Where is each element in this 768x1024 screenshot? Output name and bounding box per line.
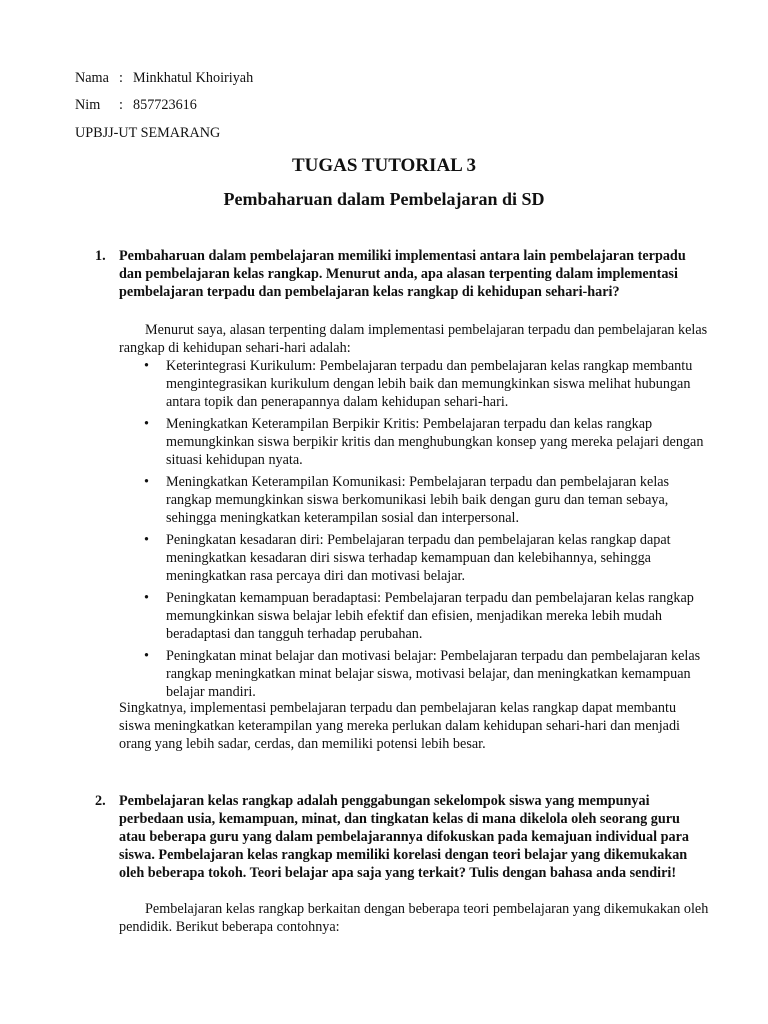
- answer-1-bullet-list: [140, 357, 710, 705]
- page-title: TUGAS TUTORIAL 3: [291, 155, 477, 176]
- bullet-icon: •: [144, 416, 149, 432]
- question-2-number: 2.: [95, 793, 106, 809]
- list-item: • Peningkatan kemampuan beradaptasi: Pembelajaran terpadu dan pembelajaran kelas rangkap memungkinkan siswa belajar lebih efektif dan efisien, menjadikan mereka lebih mudah beradaptasi dan tangguh terhadap perubahan.: [144, 590, 694, 642]
- answer-1-intro: [119, 321, 709, 357]
- answer-2-intro: [119, 900, 709, 936]
- answer-1-intro-text: Menurut saya, alasan terpenting dalam implementasi pembelajaran terpadu dan pembelajaran kelas rangkap di kehidupan sehari-hari adalah:: [119, 322, 708, 356]
- question-2: [95, 792, 707, 882]
- question-1-number: 1.: [95, 248, 106, 264]
- list-item: • Keterintegrasi Kurikulum: Pembelajaran terpadu dan pembelajaran kelas rangkap membantu mengintegrasikan kurikulum dengan lebih baik dan memungkinkan siswa melihat hubungan antara topik dan penerapannya dalam kehidupan sehari-hari.: [144, 358, 693, 410]
- nama-label: Nama: [75, 70, 109, 86]
- nim-label: Nim: [75, 97, 101, 113]
- question-2-text: Pembelajaran kelas rangkap adalah penggabungan sekelompok siswa yang mempunyai perbedaan usia, kemampuan, minat, dan tingkatan kelas di mana dikelola oleh seorang guru atau beberapa guru yang dalam pembelajarannya difokuskan pada kemajuan individual para siswa. Pembelajaran kelas rangkap memiliki korelasi dengan teori belajar yang dikemukakan oleh beberapa tokoh. Teori belajar apa saja yang terkait? Tulis dengan bahasa anda sendiri!: [119, 793, 689, 881]
- answer-2-intro-text: Pembelajaran kelas rangkap berkaitan dengan beberapa teori pembelajaran yang dikemukakan oleh pendidik. Berikut beberapa contohnya:: [119, 901, 709, 935]
- list-item: • Meningkatkan Keterampilan Komunikasi: Pembelajaran terpadu dan pembelajaran kelas rangkap memungkinkan siswa berkomunikasi lebih baik dengan guru dan teman sebaya, sehingga meningkatkan keterampilan sosial dan interpersonal.: [144, 474, 670, 526]
- bullet-icon: •: [144, 474, 149, 490]
- nama-value: Minkhatul Khoiriyah: [133, 70, 254, 86]
- header-nama: [75, 69, 253, 87]
- page-subtitle: Pembaharuan dalam Pembelajaran di SD: [223, 189, 545, 209]
- bullet-icon: •: [144, 358, 149, 374]
- bullet-icon: •: [144, 648, 149, 664]
- nama-sep: :: [119, 70, 123, 86]
- header-upbjj: UPBJJ-UT SEMARANG: [75, 125, 221, 141]
- header-nim: [75, 96, 197, 114]
- bullet-icon: •: [144, 590, 149, 606]
- nim-sep: :: [119, 97, 123, 113]
- list-item: • Peningkatan kesadaran diri: Pembelajaran terpadu dan pembelajaran kelas rangkap dapat meningkatkan kesadaran diri siswa terhadap kemampuan dan kelebihannya, sehingga meningkatkan rasa percaya diri dan motivasi belajar.: [144, 532, 671, 584]
- list-item: • Meningkatkan Keterampilan Berpikir Kritis: Pembelajaran terpadu dan kelas rangkap memungkinkan siswa berpikir kritis dan menghubungkan konsep yang mereka pelajari dengan situasi kehidupan nyata.: [144, 416, 704, 468]
- bullet-icon: •: [144, 532, 149, 548]
- list-item: • Peningkatan minat belajar dan motivasi belajar: Pembelajaran terpadu dan pembelajaran kelas rangkap meningkatkan minat belajar siswa, motivasi belajar, dan meningkatkan kemampuan belajar mandiri.: [144, 648, 701, 700]
- question-1-text: Pembaharuan dalam pembelajaran memiliki implementasi antara lain pembelajaran terpadu dan pembelajaran kelas rangkap. Menurut anda, apa alasan terpenting dalam implementasi pembelajaran terpadu dan pembelajaran kelas rangkap di kehidupan sehari-hari?: [119, 248, 686, 300]
- nim-value: 857723616: [133, 97, 197, 113]
- question-1: [95, 247, 707, 301]
- answer-1-summary: Singkatnya, implementasi pembelajaran terpadu dan pembelajaran kelas rangkap dapat membantu siswa meningkatkan keterampilan yang mereka perlukan dalam kehidupan sehari-hari dan menjadi orang yang lebih sadar, cerdas, dan memiliki potensi lebih besar.: [119, 700, 680, 752]
